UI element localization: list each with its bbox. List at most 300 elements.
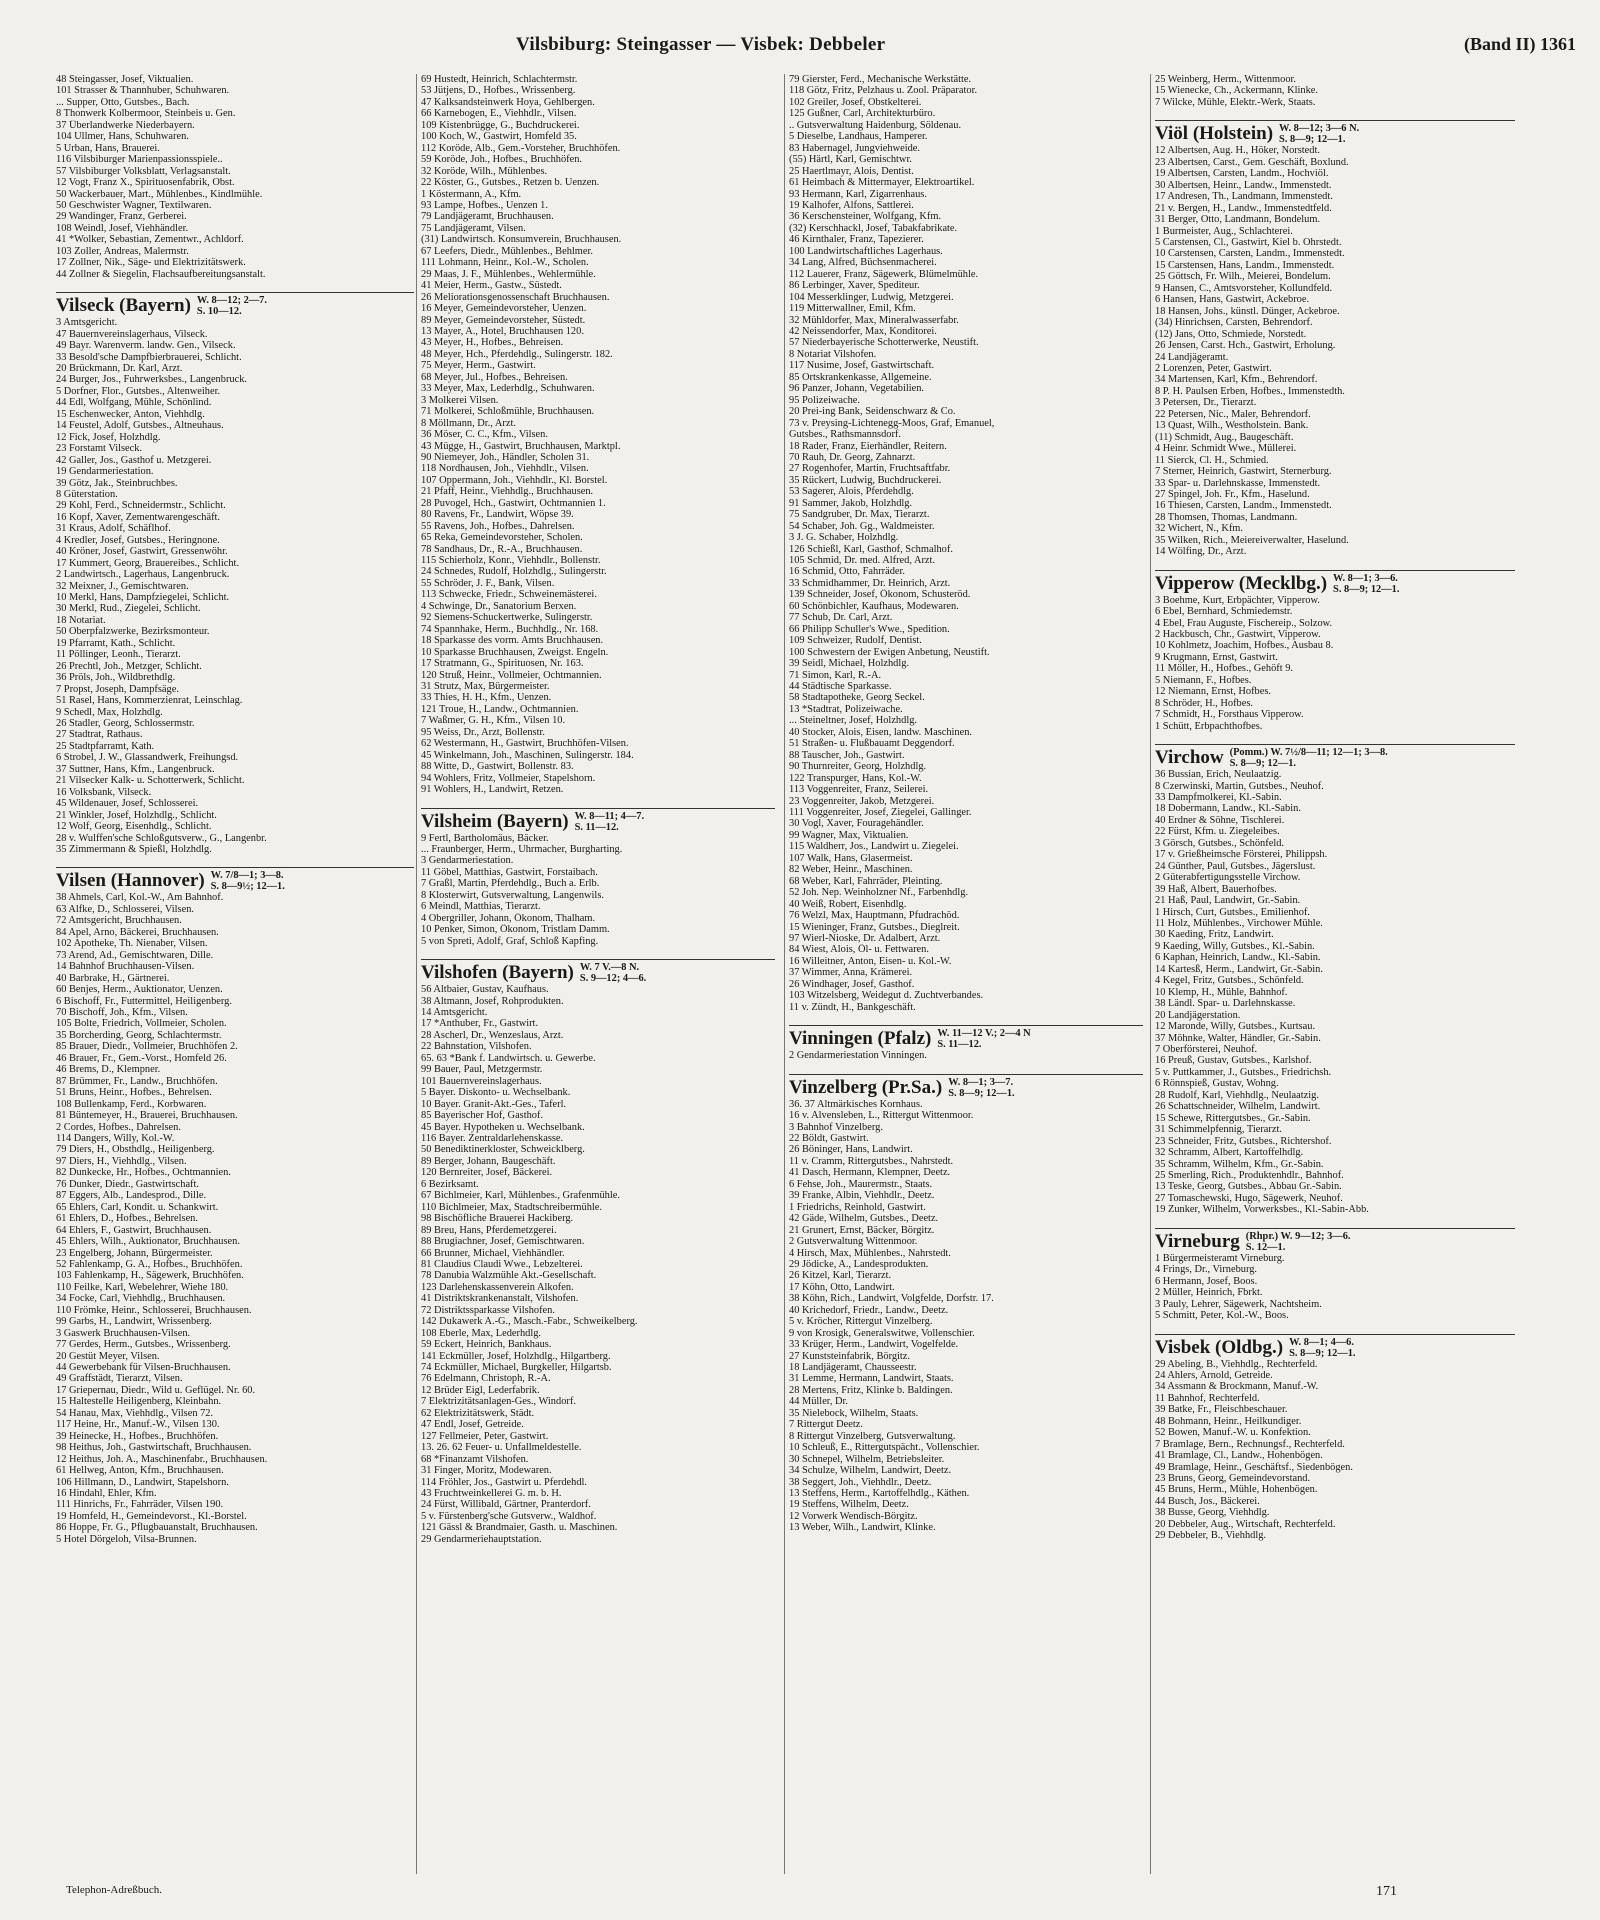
directory-entry: 6 Hermann, Josef, Boos. bbox=[1155, 1275, 1258, 1287]
directory-entry: 20 Gestüt Meyer, Vilsen. bbox=[56, 1350, 160, 1362]
directory-entry: 26 Meliorationsgenossenschaft Bruchhausen. bbox=[421, 291, 610, 303]
directory-entry: 120 Bernreiter, Josef, Bäckerei. bbox=[421, 1167, 553, 1179]
directory-entry: 5 v. Fürstenberg'sche Gutsverw., Waldhof. bbox=[421, 1510, 597, 1522]
directory-entry: 89 Meyer, Gemeindevorsteher, Süstedt. bbox=[421, 314, 586, 326]
directory-entry: 62 Westermann, H., Gastwirt, Bruchhöfen-Vilsen. bbox=[421, 738, 629, 750]
directory-entry: 16 Preuß, Gustav, Gutsbes., Karlshof. bbox=[1155, 1055, 1312, 1067]
directory-entry: 36 Pröls, Joh., Wildbrethdlg. bbox=[56, 672, 176, 684]
directory-entry: 7 Waßmer, G. H., Kfm., Vilsen 10. bbox=[421, 715, 566, 727]
directory-entry: 8 Czerwinski, Martin, Gutsbes., Neuhof. bbox=[1155, 780, 1324, 792]
directory-entry: .. Gutsverwaltung Haidenburg, Söldenau. bbox=[789, 119, 962, 131]
section-heading bbox=[1155, 744, 1515, 769]
directory-entry: 1 Köstermann, A., Kfm. bbox=[421, 188, 522, 200]
directory-entry: 33 Dampfmolkerei, Kl.-Sabin. bbox=[1155, 792, 1282, 804]
directory-entry: 88 Tauscher, Joh., Gastwirt. bbox=[789, 749, 905, 761]
directory-entry: 8 Klosterwirt, Gutsverwaltung, Langenwils. bbox=[421, 889, 604, 901]
directory-entry: 126 Schießl, Karl, Gasthof, Schmalhof. bbox=[789, 543, 953, 555]
directory-entry: 57 Niederbayerische Schotterwerke, Neustift. bbox=[789, 337, 979, 349]
directory-entry: 14 Wölfing, Dr., Arzt. bbox=[1155, 546, 1247, 558]
directory-entry: 53 Jütjens, D., Hofbes., Wrissenberg. bbox=[421, 85, 576, 97]
directory-entry: 17 Stratmann, G., Spirituosen, Nr. 163. bbox=[421, 658, 584, 670]
directory-entry: 25 Haertlmayr, Alois, Dentist. bbox=[789, 165, 914, 177]
footer-page-number: 171 bbox=[1376, 1884, 1397, 1899]
directory-entry: 26 Stadler, Georg, Schlossermstr. bbox=[56, 718, 195, 730]
directory-entry: 118 Götz, Fritz, Pelzhaus u. Zool. Präparator. bbox=[789, 85, 978, 97]
directory-entry: 11 Sierck, Cl. H., Schmied. bbox=[1155, 454, 1269, 466]
directory-entry: 18 Dobermann, Landw., Kl.-Sabin. bbox=[1155, 803, 1301, 815]
directory-entry: 84 Apel, Arno, Bäckerei, Bruchhausen. bbox=[56, 926, 219, 938]
directory-entry: 29 Debbeler, B., Viehhdlg. bbox=[1155, 1530, 1267, 1542]
directory-entry: 25 Göttsch, Fr. Wilh., Meierei, Bondelum. bbox=[1155, 271, 1331, 283]
directory-entry: 90 Thurnreiter, Georg, Holzhdlg. bbox=[789, 761, 927, 773]
directory-entry: 10 Schleuß, E., Rittergutspächt., Vollenschier. bbox=[789, 1442, 980, 1454]
directory-entry: 7 Graßl, Martin, Pferdehdlg., Buch a. Erlb. bbox=[421, 878, 600, 890]
directory-entry: 43 Meyer, H., Hofbes., Behreisen. bbox=[421, 337, 564, 349]
directory-entry: 87 Eggers, Alb., Landesprod., Dille. bbox=[56, 1190, 207, 1202]
directory-entry: 79 Landjägeramt, Bruchhausen. bbox=[421, 211, 554, 223]
directory-entry: 21 v. Bergen, H., Landw., Immenstedtfeld. bbox=[1155, 202, 1332, 214]
directory-entry: 30 Kaeding, Fritz, Landwirt. bbox=[1155, 929, 1274, 941]
directory-entry: 21 Haß, Paul, Landwirt, Gr.-Sabin. bbox=[1155, 895, 1301, 907]
directory-entry: 32 Mühldorfer, Max, Mineralwasserfabr. bbox=[789, 314, 959, 326]
town-name: Vinzelberg (Pr.Sa.) bbox=[789, 1076, 943, 1098]
directory-entry: 11 Bahnhof, Rechterfeld. bbox=[1155, 1392, 1260, 1404]
directory-entry: 26 Windhager, Josef, Gasthof. bbox=[789, 978, 915, 990]
directory-entry: 36. 37 Altmärkisches Kornhaus. bbox=[789, 1098, 923, 1110]
directory-entry: 59 Eckert, Heinrich, Bankhaus. bbox=[421, 1339, 552, 1351]
directory-entry: 21 Winkler, Josef, Holzhdlg., Schlicht. bbox=[56, 809, 217, 821]
directory-entry: 28 v. Wulffen'sche Schloßgutsverw., G., Langenbr. bbox=[56, 832, 267, 844]
directory-entry: 14 Amtsgericht. bbox=[421, 1006, 488, 1018]
directory-entry: 24 Günther, Paul, Gutsbes., Jägerslust. bbox=[1155, 860, 1316, 872]
directory-entry: 31 Schimmelpfennig, Tierarzt. bbox=[1155, 1124, 1282, 1136]
town-name: Vinningen (Pfalz) bbox=[789, 1028, 932, 1050]
directory-entry: 38 Altmann, Josef, Rohprodukten. bbox=[421, 995, 564, 1007]
directory-entry: 5 Dorfner, Flor., Gutsbes., Altenweiher. bbox=[56, 385, 221, 397]
directory-entry: 117 Nusime, Josef, Gastwirtschaft. bbox=[789, 360, 935, 372]
directory-entry: 35 Schramm, Wilhelm, Kfm., Gr.-Sabin. bbox=[1155, 1158, 1324, 1170]
directory-entry: 6 Hansen, Hans, Gastwirt, Ackebroe. bbox=[1155, 294, 1310, 306]
section-heading bbox=[1155, 570, 1515, 595]
directory-entry: 86 Lerbinger, Xaver, Spediteur. bbox=[789, 280, 920, 292]
directory-entry: 24 Fürst, Willibald, Gärtner, Pranterdorf. bbox=[421, 1499, 591, 1511]
directory-entry: 38 Köhn, Rich., Landwirt, Volgfelde, Dorfstr. 17. bbox=[789, 1293, 994, 1305]
directory-entry: 22 Böldt, Gastwirt. bbox=[789, 1132, 869, 1144]
directory-entry: 37 Wimmer, Anna, Krämerei. bbox=[789, 967, 913, 979]
directory-entry: 2 Hackbusch, Chr., Gastwirt, Vipperow. bbox=[1155, 629, 1321, 641]
directory-entry: 66 Philipp Schuller's Wwe., Spedition. bbox=[789, 623, 950, 635]
directory-entry: 9 von Krosigk, Generalswitwe, Vollenschier. bbox=[789, 1327, 975, 1339]
directory-entry: 39 Haß, Albert, Bauerhofbes. bbox=[1155, 883, 1277, 895]
directory-entry: 71 Molkerei, Schloßmühle, Bruchhausen. bbox=[421, 406, 595, 418]
directory-entry: 40 Erdner & Söhne, Tischlerei. bbox=[1155, 814, 1285, 826]
town-name: Visbek (Oldbg.) bbox=[1155, 1336, 1284, 1358]
directory-entry: 29 Wandinger, Franz, Gerberei. bbox=[56, 211, 187, 223]
directory-entry: 27 Kunststeinfabrik, Börgitz. bbox=[789, 1350, 911, 1362]
directory-entry: 4 Heinr. Schmidt Wwe., Müllerei. bbox=[1155, 443, 1297, 455]
directory-entry: 31 Lemme, Hermann, Landwirt, Staats. bbox=[789, 1373, 954, 1385]
directory-entry: 64 Ehlers, F., Gastwirt, Bruchhausen. bbox=[56, 1224, 212, 1236]
directory-entry: 22 Bahnstation, Vilshofen. bbox=[421, 1041, 532, 1053]
directory-entry: 42 Neissendorfer, Max, Konditorei. bbox=[789, 325, 937, 337]
directory-entry: 5 Schmitt, Peter, Kol.-W., Boos. bbox=[1155, 1310, 1289, 1322]
directory-entry: 32 Koröde, Wilh., Mühlenbes. bbox=[421, 165, 548, 177]
directory-entry: 29 Gendarmeriehauptstation. bbox=[421, 1533, 542, 1545]
directory-entry: 139 Schneider, Josef, Ökonom, Schusteröd. bbox=[789, 589, 971, 601]
directory-entry: 19 Steffens, Wilhelm, Deetz. bbox=[789, 1499, 909, 1511]
directory-entry: 29 Maas, J. F., Mühlenbes., Wehlermühle. bbox=[421, 268, 596, 280]
directory-entry: 45 Bruns, Herm., Mühle, Hohenbögen. bbox=[1155, 1484, 1318, 1496]
directory-entry: 9 Kaeding, Willy, Gutsbes., Kl.-Sabin. bbox=[1155, 940, 1315, 952]
directory-entry: 23 Albertsen, Carst., Gem. Geschäft, Boxlund. bbox=[1155, 156, 1349, 168]
directory-entry: 6 Meindl, Matthias, Tierarzt. bbox=[421, 901, 541, 913]
town-name: Vipperow (Mecklbg.) bbox=[1155, 572, 1328, 594]
directory-entry: 33 Besold'sche Dampfbierbrauerei, Schlicht. bbox=[56, 351, 242, 363]
directory-entry: 11 v. Cramm, Rittergutsbes., Nahrstedt. bbox=[789, 1155, 954, 1167]
directory-entry: 26 Prechtl, Joh., Metzger, Schlicht. bbox=[56, 660, 202, 672]
directory-entry: 11 Göbel, Matthias, Gastwirt, Forstaibach. bbox=[421, 866, 598, 878]
directory-entry: 16 Hindahl, Ehler, Kfm. bbox=[56, 1488, 157, 1500]
directory-entry: 28 Thomsen, Thomas, Landmann. bbox=[1155, 511, 1298, 523]
directory-entry: 85 Ortskrankenkasse, Allgemeine. bbox=[789, 371, 932, 383]
directory-entry: 13 Quast, Wilh., Westholstein. Bank. bbox=[1155, 420, 1309, 432]
directory-entry: 142 Dukawerk A.-G., Masch.-Fabr., Schweikelberg. bbox=[421, 1316, 638, 1328]
directory-entry: 45 Wildenauer, Josef, Schlosserei. bbox=[56, 798, 199, 810]
directory-entry: 38 Busse, Georg, Viehhdlg. bbox=[1155, 1507, 1270, 1519]
directory-entry: 42 Gäde, Wilhelm, Gutsbes., Deetz. bbox=[789, 1213, 939, 1225]
directory-entry: 110 Frömke, Heinr., Schlosserei, Bruchhausen. bbox=[56, 1304, 252, 1316]
page-title: Vilsbiburg: Steingasser — Visbek: Debbeler bbox=[516, 34, 886, 55]
directory-entry: 28 Mertens, Fritz, Klinke b. Baldingen. bbox=[789, 1384, 953, 1396]
directory-entry: 125 Gußner, Carl, Architekturbüro. bbox=[789, 108, 936, 120]
directory-entry: 89 Breu, Hans, Pferdemetzgerei. bbox=[421, 1224, 557, 1236]
directory-entry: 22 Köster, G., Gutsbes., Retzen b. Uenzen. bbox=[421, 177, 600, 189]
directory-entry: ... Fraunberger, Herm., Uhrmacher, Burgharting. bbox=[421, 844, 623, 855]
directory-entry: 4 Kegel, Fritz, Gutsbes., Schönfeld. bbox=[1155, 975, 1304, 987]
directory-entry: 68 Weber, Karl, Fahrräder, Pleinting. bbox=[789, 875, 943, 887]
directory-entry: 44 Zollner & Siegelin, Flachsaufbereitungsanstalt. bbox=[56, 268, 266, 280]
directory-entry: 19 Albertsen, Carsten, Landm., Hochviöl. bbox=[1155, 168, 1329, 180]
directory-entry: 51 Bruns, Heinr., Hofbes., Behrelsen. bbox=[56, 1087, 212, 1099]
directory-entry: 6 Fehse, Joh., Maurermstr., Staats. bbox=[789, 1178, 933, 1190]
directory-entry: 98 Heithus, Joh., Gastwirtschaft, Bruchhausen. bbox=[56, 1442, 252, 1454]
directory-entry: 5 Dieselbe, Landhaus, Hamperer. bbox=[789, 131, 928, 143]
directory-entry: 41 Distriktskrankenanstalt, Vilshofen. bbox=[421, 1293, 579, 1305]
directory-entry: 61 Ehlers, D., Hofbes., Behrelsen. bbox=[56, 1213, 198, 1225]
directory-entry: 19 Homfeld, H., Gemeindevorst., Kl.-Borstel. bbox=[56, 1510, 247, 1522]
directory-entry: 23 Bruns, Georg, Gemeindevorstand. bbox=[1155, 1473, 1311, 1485]
directory-entry: 127 Fellmeier, Peter, Gastwirt. bbox=[421, 1430, 549, 1442]
directory-entry: 18 Landjägeramt, Chausseestr. bbox=[789, 1362, 917, 1374]
directory-entry: 45 Winkelmann, Joh., Maschinen, Sulingerstr. 184. bbox=[421, 749, 634, 761]
directory-entry: 52 Joh. Nep. Weinholzner Nf., Farbenhdlg. bbox=[789, 887, 969, 899]
directory-entry: 93 Lampe, Hofbes., Uenzen 1. bbox=[421, 199, 548, 211]
directory-entry: 40 Weiß, Robert, Eisenhdlg. bbox=[789, 898, 907, 910]
directory-entry: 21 Vilsecker Kalk- u. Schotterwerk, Schlicht. bbox=[56, 775, 245, 787]
directory-entry: 75 Sandgruber, Dr. Max, Tierarzt. bbox=[789, 509, 930, 521]
directory-entry: 26 Jensen, Carst. Hch., Gastwirt, Erholung. bbox=[1155, 340, 1336, 352]
office-hours: W. 7 V.—8 N. S. 9—12; 4—6. bbox=[579, 962, 647, 985]
directory-entry: 19 Kalhofer, Alfons, Sattlerei. bbox=[789, 199, 914, 211]
directory-entry: 32 Schramm, Albert, Kartoffelhdlg. bbox=[1155, 1147, 1304, 1159]
section-heading bbox=[56, 867, 414, 892]
directory-entry: 53 Sagerer, Alois, Pferdehdlg. bbox=[789, 486, 914, 498]
section-heading bbox=[421, 959, 775, 984]
directory-entry: 24 Landjägeramt. bbox=[1155, 351, 1229, 363]
directory-entry: 97 Diers, H., Viehhdlg., Vilsen. bbox=[56, 1155, 187, 1167]
directory-entry: 77 Gerdes, Herm., Gutsbes., Wrissenberg. bbox=[56, 1339, 231, 1351]
directory-entry: 7 Oberförsterei, Neuhof. bbox=[1155, 1043, 1258, 1055]
directory-entry: 26 Kitzel, Karl, Tierarzt. bbox=[789, 1270, 892, 1282]
directory-entry: 7 Bramlage, Bern., Rechnungsf., Rechterfeld. bbox=[1155, 1438, 1345, 1450]
directory-entry: 40 Stocker, Alois, Eisen, landw. Maschinen. bbox=[789, 726, 973, 738]
column-3 bbox=[784, 74, 1143, 1874]
directory-entry: 3 J. G. Schaber, Holzhdlg. bbox=[789, 532, 899, 544]
directory-entry: 109 Kistenbrügge, G., Buchdruckerei. bbox=[421, 119, 580, 131]
directory-entry: 11 Pöllinger, Leonh., Tierarzt. bbox=[56, 649, 181, 661]
directory-entry: 11 Möller, H., Hofbes., Gehöft 9. bbox=[1155, 663, 1294, 675]
directory-entry: 41 Dasch, Hermann, Klempner, Deetz. bbox=[789, 1167, 951, 1179]
directory-entry: 54 Hanau, Max, Viehhdlg., Vilsen 72. bbox=[56, 1407, 214, 1419]
directory-entry: 35 Zimmermann & Spießl, Holzhdlg. bbox=[56, 844, 212, 855]
directory-entry: 62 Elektrizitätswerk, Städt. bbox=[421, 1407, 535, 1419]
directory-entry: 23 Engelberg, Johann, Bürgermeister. bbox=[56, 1247, 213, 1259]
directory-entry: 22 Fürst, Kfm. u. Ziegeleibes. bbox=[1155, 826, 1280, 838]
directory-entry: 4 Hirsch, Max, Mühlenbes., Nahrstedt. bbox=[789, 1247, 951, 1259]
directory-entry: 3 Bahnhof Vinzelberg. bbox=[789, 1121, 883, 1133]
directory-entry: 74 Eckmüller, Michael, Burgkeller, Hilgartsb. bbox=[421, 1362, 612, 1374]
directory-entry: 35 Rückert, Ludwig, Buchdruckerei. bbox=[789, 474, 942, 486]
directory-entry: 113 Voggenreiter, Franz, Seilerei. bbox=[789, 784, 929, 796]
directory-entry: 35 Nielebock, Wilhelm, Staats. bbox=[789, 1407, 919, 1419]
directory-entry: 48 Steingasser, Josef, Viktualien. bbox=[56, 74, 194, 85]
directory-entry: 32 Wichert, N., Kfm. bbox=[1155, 523, 1243, 535]
directory-entry: 55 Schröder, J. F., Bank, Vilsen. bbox=[421, 577, 555, 589]
directory-entry: 5 v. Kröcher, Rittergut Vinzelberg. bbox=[789, 1316, 933, 1328]
directory-entry: 6 Bischoff, Fr., Futtermittel, Heiligenberg. bbox=[56, 995, 232, 1007]
directory-entry: 3 Gaswerk Bruchhausen-Vilsen. bbox=[56, 1327, 191, 1339]
directory-entry: 9 Schedl, Max, Holzhdlg. bbox=[56, 706, 163, 718]
directory-entry: 8 Möllmann, Dr., Arzt. bbox=[421, 417, 516, 429]
directory-entry: 46 Brems, D., Klempner. bbox=[56, 1064, 161, 1076]
directory-entry: 34 Schulze, Wilhelm, Landwirt, Deetz. bbox=[789, 1465, 952, 1477]
directory-entry: 25 Weinberg, Herm., Wittenmoor. bbox=[1155, 74, 1297, 85]
section-heading bbox=[56, 292, 414, 317]
town-name: Vilshofen (Bayern) bbox=[421, 962, 574, 984]
section-heading bbox=[421, 808, 775, 833]
directory-entry: 100 Landwirtschaftliches Lagerhaus. bbox=[789, 245, 943, 257]
directory-entry: 76 Welzl, Max, Hauptmann, Pfudrachöd. bbox=[789, 910, 960, 922]
section-heading bbox=[1155, 120, 1515, 145]
directory-entry: 101 Bauernvereinslagerhaus. bbox=[421, 1075, 542, 1087]
directory-entry: 7 Propst, Joseph, Dampfsäge. bbox=[56, 683, 179, 695]
directory-entry: 5 Carstensen, Cl., Gastwirt, Kiel b. Ohrstedt. bbox=[1155, 236, 1342, 248]
directory-entry: 10 Penker, Simon, Ökonom, Tristlam Damm. bbox=[421, 924, 610, 936]
directory-entry: 103 Fahlenkamp, H., Sägewerk, Bruchhöfen. bbox=[56, 1270, 244, 1282]
directory-entry: 59 Koröde, Joh., Hofbes., Bruchhöfen. bbox=[421, 154, 583, 166]
directory-entry: 110 Bichlmeier, Max, Stadtschreibermühle. bbox=[421, 1201, 602, 1213]
directory-entry: 28 Ascherl, Dr., Wenzeslaus, Arzt. bbox=[421, 1029, 564, 1041]
directory-entry: 37 Überlandwerke Niederbayern. bbox=[56, 119, 195, 131]
directory-entry: 121 Gässl & Brandmaier, Gasth. u. Maschinen. bbox=[421, 1522, 618, 1534]
directory-entry: 84 Wiest, Alois, Öl- u. Fettwaren. bbox=[789, 944, 929, 956]
directory-entry: 18 Hansen, Johs., künstl. Dünger, Ackebroe. bbox=[1155, 305, 1340, 317]
directory-entry: 6 Bezirksamt. bbox=[421, 1178, 479, 1190]
directory-entry: 3 Görsch, Gutsbes., Schönfeld. bbox=[1155, 837, 1285, 849]
directory-entry: 3 Pauly, Lehrer, Sägewerk, Nachtsheim. bbox=[1155, 1298, 1322, 1310]
directory-entry: 103 Zoller, Andreas, Malermstr. bbox=[56, 245, 189, 257]
directory-entry: 7 Rittergut Deetz. bbox=[789, 1419, 863, 1431]
directory-entry: 17 Kummert, Georg, Brauereibes., Schlicht. bbox=[56, 557, 240, 569]
directory-entry: 15 Wieninger, Franz, Gutsbes., Dieglreit. bbox=[789, 921, 960, 933]
directory-entry: 1 Burmeister, Aug., Schlachterei. bbox=[1155, 225, 1293, 237]
directory-entry: 41 Bramlage, Cl., Landw., Hohenbögen. bbox=[1155, 1450, 1323, 1462]
directory-entry: 44 Müller, Dr. bbox=[789, 1396, 849, 1408]
directory-entry: 92 Siemens-Schuckertwerke, Sulingerstr. bbox=[421, 612, 593, 624]
directory-entry: 31 Berger, Otto, Landmann, Bondelum. bbox=[1155, 214, 1321, 226]
directory-entry: 113 Schwecke, Friedr., Schweinemästerei. bbox=[421, 589, 597, 601]
directory-entry: 2 Cordes, Hofbes., Dahrelsen. bbox=[56, 1121, 181, 1133]
directory-entry: 50 Wackerbauer, Mart., Mühlenbes., Kindlmühle. bbox=[56, 188, 263, 200]
directory-entry: 3 Petersen, Dr., Tierarzt. bbox=[1155, 397, 1257, 409]
directory-entry: 12 Fick, Josef, Holzhdlg. bbox=[56, 431, 161, 443]
directory-entry: 77 Schub, Dr. Carl, Arzt. bbox=[789, 612, 893, 624]
directory-entry: 83 Habernagel, Jungviehweide. bbox=[789, 142, 920, 154]
directory-entry: 4 Schwinge, Dr., Sanatorium Berxen. bbox=[421, 600, 577, 612]
directory-entry: 45 Ehlers, Wilh., Auktionator, Bruchhausen. bbox=[56, 1236, 240, 1248]
directory-entry: 44 Gewerbebank für Vilsen-Bruchhausen. bbox=[56, 1362, 231, 1374]
directory-entry: 12 Albertsen, Aug. H., Höker, Norstedt. bbox=[1155, 145, 1320, 157]
directory-entry: 36 Bussian, Erich, Neulaatzig. bbox=[1155, 769, 1282, 781]
directory-entry: 25 Smerling, Rich., Produktenhdlr., Bahnhof. bbox=[1155, 1169, 1344, 1181]
directory-entry: 34 Assmann & Brockmann, Manuf.-W. bbox=[1155, 1381, 1319, 1393]
directory-entry: 115 Waldherr, Jos., Landwirt u. Ziegelei. bbox=[789, 841, 959, 853]
directory-entry: 16 Schmid, Otto, Fahrräder. bbox=[789, 566, 906, 578]
directory-entry: 11 v. Zündt, H., Bankgeschäft. bbox=[789, 1001, 916, 1013]
directory-entry: 2 Güterabfertigungsstelle Virchow. bbox=[1155, 872, 1301, 884]
directory-entry: 17 Köhn, Otto, Landwirt. bbox=[789, 1281, 895, 1293]
directory-entry: 51 Straßen- u. Flußbauamt Deggendorf. bbox=[789, 738, 955, 750]
directory-entry: 12 Niemann, Ernst, Hofbes. bbox=[1155, 686, 1272, 698]
office-hours: W. 7/8—1; 3—8. S. 8—9½; 12—1. bbox=[210, 870, 285, 893]
directory-entry: 79 Gierster, Ferd., Mechanische Werkstätte. bbox=[789, 74, 972, 85]
directory-entry: 72 Amtsgericht, Bruchhausen. bbox=[56, 915, 182, 927]
directory-entry: 2 Landwirtsch., Lagerhaus, Langenbruck. bbox=[56, 569, 230, 581]
directory-entry: 47 Kalksandsteinwerk Hoya, Gehlbergen. bbox=[421, 96, 595, 108]
directory-entry: 44 Städtische Sparkasse. bbox=[789, 681, 892, 693]
directory-entry: 91 Sammer, Jakob, Holzhdlg. bbox=[789, 497, 913, 509]
directory-entry: 17 Griepernau, Diedr., Wild u. Geflügel. Nr. 60. bbox=[56, 1384, 256, 1396]
directory-entry: 12 Vogt, Franz X., Spirituosenfabrik, Obst. bbox=[56, 177, 235, 189]
directory-entry: 45 Bayer. Hypotheken u. Wechselbank. bbox=[421, 1121, 585, 1133]
directory-entry: 51 Rasel, Hans, Kommerzienrat, Leinschlag. bbox=[56, 695, 243, 707]
directory-entry: 99 Wagner, Max, Viktualien. bbox=[789, 829, 909, 841]
directory-entry: 5 v. Puttkammer, J., Gutsbes., Friedrichsh. bbox=[1155, 1066, 1332, 1078]
directory-entry: 13. 26. 62 Feuer- u. Unfallmeldestelle. bbox=[421, 1442, 582, 1454]
directory-entry: 16 Meyer, Gemeindevorsteher, Uenzen. bbox=[421, 303, 587, 315]
directory-entry: 68 *Finanzamt Vilshofen. bbox=[421, 1453, 529, 1465]
directory-entry: 102 Greiler, Josef, Obstkelterei. bbox=[789, 96, 922, 108]
directory-entry: 13 Steffens, Herm., Kartoffelhdlg., Käthen. bbox=[789, 1488, 970, 1500]
directory-entry: 115 Schierholz, Konr., Viehhdlr., Bollenstr. bbox=[421, 555, 601, 567]
directory-entry: 9 Fertl, Bartholomäus, Bäcker. bbox=[421, 832, 549, 844]
directory-entry: 48 Bohmann, Heinr., Heilkundiger. bbox=[1155, 1415, 1302, 1427]
directory-entry: 40 Krichedorf, Friedr., Landw., Deetz. bbox=[789, 1304, 949, 1316]
directory-entry: 60 Benjes, Herm., Auktionator, Uenzen. bbox=[56, 984, 223, 996]
directory-entry: 50 Oberpfalzwerke, Bezirksmonteur. bbox=[56, 626, 210, 638]
directory-entry: 88 Witte, D., Gastwirt, Bollenstr. 83. bbox=[421, 761, 574, 773]
directory-entry: 81 Büntemeyer, H., Brauerei, Bruchhausen. bbox=[56, 1110, 238, 1122]
directory-entry: 9 Hansen, C., Amtsvorsteher, Kollundfeld. bbox=[1155, 282, 1333, 294]
directory-entry: 10 Merkl, Hans, Dampfziegelei, Schlicht. bbox=[56, 592, 230, 604]
directory-entry: 78 Sandhaus, Dr., R.-A., Bruchhausen. bbox=[421, 543, 583, 555]
directory-entry: 33 Spar- u. Darlehnskasse, Immenstedt. bbox=[1155, 477, 1321, 489]
directory-entry: 88 Brugiachner, Josef, Gemischtwaren. bbox=[421, 1236, 585, 1248]
directory-entry: 66 Brunner, Michael, Viehhändler. bbox=[421, 1247, 565, 1259]
directory-entry: 38 Seggert, Joh., Viehhdlr., Deetz. bbox=[789, 1476, 932, 1488]
directory-entry: 11 Holz, Mühlenbes., Virchower Mühle. bbox=[1155, 918, 1323, 929]
directory-entry: 15 Schewe, Rittergutsbes., Gr.-Sabin. bbox=[1155, 1112, 1311, 1124]
directory-entry: 3 Amtsgericht. bbox=[56, 317, 118, 329]
directory-entry: 5 Niemann, F., Hofbes. bbox=[1155, 674, 1252, 686]
directory-entry: 67 Bichlmeier, Karl, Mühlenbes., Grafenmühle. bbox=[421, 1190, 620, 1202]
directory-entry: 103 Witzelsberg, Weidegut d. Zuchtverbandes. bbox=[789, 990, 984, 1002]
office-hours: W. 11—12 V.; 2—4 N S. 11—12. bbox=[937, 1028, 1031, 1051]
directory-entry: 28 Puvogel, Hch., Gastwirt, Ochtmannien 1. bbox=[421, 497, 606, 509]
directory-entry: 2 Lorenzen, Peter, Gastwirt. bbox=[1155, 362, 1272, 374]
directory-entry: 23 Schneider, Fritz, Gutsbes., Richtershof. bbox=[1155, 1135, 1332, 1147]
directory-entry: 47 Endl, Josef, Getreide. bbox=[421, 1419, 524, 1431]
directory-entry: 106 Hillmann, D., Landwirt, Stapelshorn. bbox=[56, 1476, 229, 1488]
directory-entry: 82 Weber, Heinr., Maschinen. bbox=[789, 864, 913, 876]
directory-entry: 10 Bayer. Granit-Akt.-Ges., Taferl. bbox=[421, 1098, 567, 1110]
directory-entry: 6 Kaphan, Heinrich, Landw., Kl.-Sabin. bbox=[1155, 952, 1321, 964]
directory-entry: 16 v. Alvensleben, L., Rittergut Wittenmoor. bbox=[789, 1110, 974, 1122]
directory-entry: 3 Boehme, Kurt, Erbpächter, Vipperow. bbox=[1155, 594, 1320, 606]
directory-entry: 112 Lauerer, Franz, Sägewerk, Blümelmühle. bbox=[789, 268, 979, 280]
office-hours: W. 8—1; 3—7. S. 8—9; 12—1. bbox=[948, 1076, 1015, 1099]
directory-entry: 17 *Anthuber, Fr., Gastwirt. bbox=[421, 1018, 539, 1030]
directory-entry: 40 Kröner, Josef, Gastwirt, Gressenwöhr. bbox=[56, 546, 228, 558]
directory-entry: 52 Fahlenkamp, G. A., Hofbes., Bruchhöfen. bbox=[56, 1258, 243, 1270]
directory-entry: 31 Strutz, Max, Bürgermeister. bbox=[421, 681, 550, 693]
directory-entry: 44 Busch, Jos., Bäckerei. bbox=[1155, 1495, 1260, 1507]
directory-entry: 8 Schröder, H., Hofbes. bbox=[1155, 697, 1253, 709]
directory-entry: 111 Voggenreiter, Josef, Ziegelei, Gallinger. bbox=[789, 807, 972, 818]
directory-entry: 114 Fröhler, Jos., Gastwirt u. Pferdehdl. bbox=[421, 1476, 588, 1488]
directory-entry: 1 Hirsch, Curt, Gutsbes., Emilienhof. bbox=[1155, 906, 1310, 918]
directory-entry: 21 Pfaff, Heinr., Viehhdlg., Bruchhausen. bbox=[421, 486, 594, 498]
directory-entry: 108 Weindl, Josef, Viehhändler. bbox=[56, 222, 189, 234]
office-hours: W. 8—12; 3—6 N. S. 8—9; 12—1. bbox=[1279, 123, 1360, 146]
directory-entry: 95 Weiss, Dr., Arzt, Bollenstr. bbox=[421, 726, 545, 738]
directory-entry: 98 Bischöfliche Brauerei Hackiberg. bbox=[421, 1213, 574, 1225]
office-hours: W. 8—1; 3—6. S. 8—9; 12—1. bbox=[1333, 572, 1400, 595]
directory-entry: 30 Albertsen, Heinr., Landw., Immenstedt. bbox=[1155, 179, 1332, 191]
directory-entry: 24 Schnedes, Rudolf, Holzhdlg., Sulingerstr. bbox=[421, 566, 607, 578]
directory-entry: 15 Eschenwecker, Anton, Viehhdlg. bbox=[56, 408, 205, 420]
page-header bbox=[56, 34, 1586, 62]
directory-entry: 65 Reka, Gemeindevorsteher, Scholen. bbox=[421, 532, 583, 544]
directory-entry: 19 Gendarmeriestation. bbox=[56, 466, 154, 478]
directory-entry: 95 Polizeiwache. bbox=[789, 394, 860, 406]
directory-entry: 119 Mitterwallner, Emil, Kfm. bbox=[789, 303, 916, 315]
directory-entry: 108 Bullenkamp, Ferd., Korbwaren. bbox=[56, 1098, 207, 1110]
directory-entry: 19 Pfarramt, Kath., Schlicht. bbox=[56, 637, 176, 649]
directory-entry: 24 Ahlers, Arnold, Getreide. bbox=[1155, 1369, 1273, 1381]
directory-entry: 10 Sparkasse Bruchhausen, Zweigst. Engeln. bbox=[421, 646, 609, 658]
directory-entry: 43 Mügge, H., Gastwirt, Bruchhausen, Marktpl. bbox=[421, 440, 621, 452]
